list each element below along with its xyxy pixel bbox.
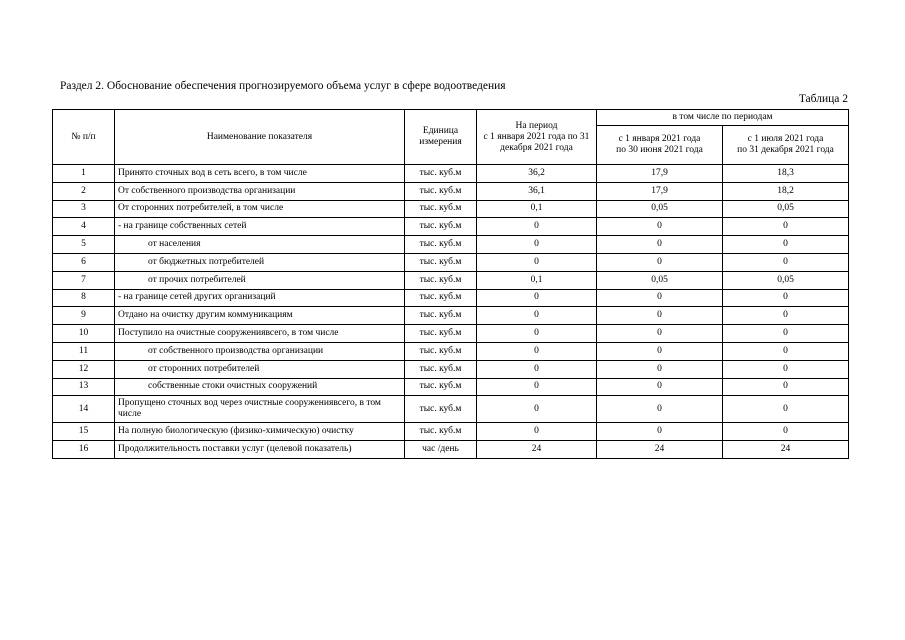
row-num: 4 xyxy=(53,218,115,236)
row-first-half: 0 xyxy=(597,236,723,254)
row-name: Принято сточных вод в сеть всего, в том числе xyxy=(115,165,405,183)
row-first-half: 0 xyxy=(597,396,723,423)
table-row xyxy=(53,378,849,396)
header-period xyxy=(477,110,597,165)
row-total: 0 xyxy=(477,289,597,307)
row-unit: тыс. куб.м xyxy=(405,200,477,218)
row-first-half: 0 xyxy=(597,218,723,236)
row-second-half: 0,05 xyxy=(723,200,849,218)
row-name: - на границе сетей других организаций xyxy=(115,289,405,307)
row-num: 3 xyxy=(53,200,115,218)
table-row xyxy=(53,236,849,254)
row-name: от населения xyxy=(115,236,405,254)
row-num: 14 xyxy=(53,396,115,423)
row-num: 15 xyxy=(53,423,115,441)
table-row xyxy=(53,342,849,360)
table-row xyxy=(53,165,849,183)
row-num: 11 xyxy=(53,342,115,360)
row-second-half: 0 xyxy=(723,253,849,271)
row-name: Продолжительность поставки услуг (целевой показатель) xyxy=(115,441,405,459)
header-first-half-line1: с 1 января 2021 года xyxy=(618,134,701,144)
row-total: 0 xyxy=(477,218,597,236)
table-row xyxy=(53,182,849,200)
row-unit: тыс. куб.м xyxy=(405,342,477,360)
row-unit: тыс. куб.м xyxy=(405,165,477,183)
row-total: 0 xyxy=(477,325,597,343)
table-row xyxy=(53,423,849,441)
row-num: 16 xyxy=(53,441,115,459)
row-first-half: 0,05 xyxy=(597,200,723,218)
row-second-half: 0 xyxy=(723,396,849,423)
row-total: 0 xyxy=(477,360,597,378)
header-first-half xyxy=(597,126,723,165)
row-second-half: 0,05 xyxy=(723,271,849,289)
row-first-half: 0 xyxy=(597,342,723,360)
row-first-half: 0,05 xyxy=(597,271,723,289)
row-unit: тыс. куб.м xyxy=(405,423,477,441)
row-num: 1 xyxy=(53,165,115,183)
row-first-half: 24 xyxy=(597,441,723,459)
row-num: 6 xyxy=(53,253,115,271)
row-first-half: 0 xyxy=(597,307,723,325)
row-unit: тыс. куб.м xyxy=(405,218,477,236)
row-first-half: 0 xyxy=(597,289,723,307)
row-second-half: 24 xyxy=(723,441,849,459)
row-first-half: 0 xyxy=(597,378,723,396)
row-num: 13 xyxy=(53,378,115,396)
row-name: от прочих потребителей xyxy=(115,271,405,289)
row-total: 0 xyxy=(477,396,597,423)
indicators-table xyxy=(52,109,849,459)
row-name: Поступило на очистные сооружениявсего, в том числе xyxy=(115,325,405,343)
row-total: 0 xyxy=(477,423,597,441)
row-name: От сторонних потребителей, в том числе xyxy=(115,200,405,218)
row-name: от бюджетных потребителей xyxy=(115,253,405,271)
row-total: 36,1 xyxy=(477,182,597,200)
row-num: 5 xyxy=(53,236,115,254)
row-unit: тыс. куб.м xyxy=(405,360,477,378)
row-total: 0 xyxy=(477,342,597,360)
row-first-half: 17,9 xyxy=(597,165,723,183)
row-num: 7 xyxy=(53,271,115,289)
row-unit: тыс. куб.м xyxy=(405,307,477,325)
row-total: 36,2 xyxy=(477,165,597,183)
row-unit: тыс. куб.м xyxy=(405,182,477,200)
row-num: 9 xyxy=(53,307,115,325)
header-first-half-line2: по 30 июня 2021 года xyxy=(616,145,703,155)
header-period-line2: с 1 января 2021 года по 31 декабря 2021 года xyxy=(483,131,590,153)
header-name: Наименование показателя xyxy=(115,110,405,165)
row-unit: тыс. куб.м xyxy=(405,236,477,254)
row-total: 24 xyxy=(477,441,597,459)
table-row xyxy=(53,200,849,218)
row-total: 0,1 xyxy=(477,271,597,289)
row-second-half: 0 xyxy=(723,325,849,343)
table-label: Таблица 2 xyxy=(798,93,848,105)
header-second-half-line2: по 31 декабря 2021 года xyxy=(737,145,834,155)
row-unit: тыс. куб.м xyxy=(405,396,477,423)
table-row xyxy=(53,289,849,307)
row-second-half: 0 xyxy=(723,360,849,378)
header-subperiods: в том числе по периодам xyxy=(597,110,849,126)
row-unit: тыс. куб.м xyxy=(405,253,477,271)
row-name: - на границе собственных сетей xyxy=(115,218,405,236)
row-total: 0 xyxy=(477,253,597,271)
row-total: 0 xyxy=(477,236,597,254)
header-second-half xyxy=(723,126,849,165)
row-second-half: 0 xyxy=(723,307,849,325)
row-total: 0 xyxy=(477,307,597,325)
row-name: На полную биологическую (физико-химическую) очистку xyxy=(115,423,405,441)
row-name: собственные стоки очистных сооружений xyxy=(115,378,405,396)
row-second-half: 0 xyxy=(723,236,849,254)
table-body xyxy=(53,165,849,459)
row-second-half: 0 xyxy=(723,423,849,441)
row-first-half: 0 xyxy=(597,360,723,378)
table-row xyxy=(53,396,849,423)
table-row xyxy=(53,441,849,459)
row-unit: тыс. куб.м xyxy=(405,289,477,307)
row-second-half: 0 xyxy=(723,289,849,307)
table-row xyxy=(53,325,849,343)
row-num: 10 xyxy=(53,325,115,343)
table-row xyxy=(53,271,849,289)
row-name: от собственного производства организации xyxy=(115,342,405,360)
row-unit: тыс. куб.м xyxy=(405,271,477,289)
row-second-half: 0 xyxy=(723,218,849,236)
row-name: Отдано на очистку другим коммуникациям xyxy=(115,307,405,325)
row-name: от сторонних потребителей xyxy=(115,360,405,378)
table-row xyxy=(53,360,849,378)
row-second-half: 18,2 xyxy=(723,182,849,200)
row-first-half: 0 xyxy=(597,253,723,271)
table-row xyxy=(53,218,849,236)
table-row xyxy=(53,253,849,271)
row-num: 8 xyxy=(53,289,115,307)
section-title: Раздел 2. Обоснование обеспечения прогнозируемого объема услуг в сфере водоотведения xyxy=(60,80,506,92)
row-first-half: 17,9 xyxy=(597,182,723,200)
row-total: 0 xyxy=(477,378,597,396)
header-period-line1: На период xyxy=(515,120,558,131)
header-num: № п/п xyxy=(53,110,115,165)
row-unit: тыс. куб.м xyxy=(405,325,477,343)
row-unit: тыс. куб.м xyxy=(405,378,477,396)
header-second-half-line1: с 1 июля 2021 года xyxy=(747,134,824,144)
row-second-half: 0 xyxy=(723,378,849,396)
row-second-half: 0 xyxy=(723,342,849,360)
table-row xyxy=(53,307,849,325)
row-name: Пропущено сточных вод через очистные сооружениявсего, в том числе xyxy=(115,396,405,423)
row-num: 2 xyxy=(53,182,115,200)
row-second-half: 18,3 xyxy=(723,165,849,183)
row-first-half: 0 xyxy=(597,325,723,343)
row-total: 0,1 xyxy=(477,200,597,218)
row-num: 12 xyxy=(53,360,115,378)
row-first-half: 0 xyxy=(597,423,723,441)
row-name: От собственного производства организации xyxy=(115,182,405,200)
row-unit: час /день xyxy=(405,441,477,459)
header-unit: Единица измерения xyxy=(405,110,477,165)
